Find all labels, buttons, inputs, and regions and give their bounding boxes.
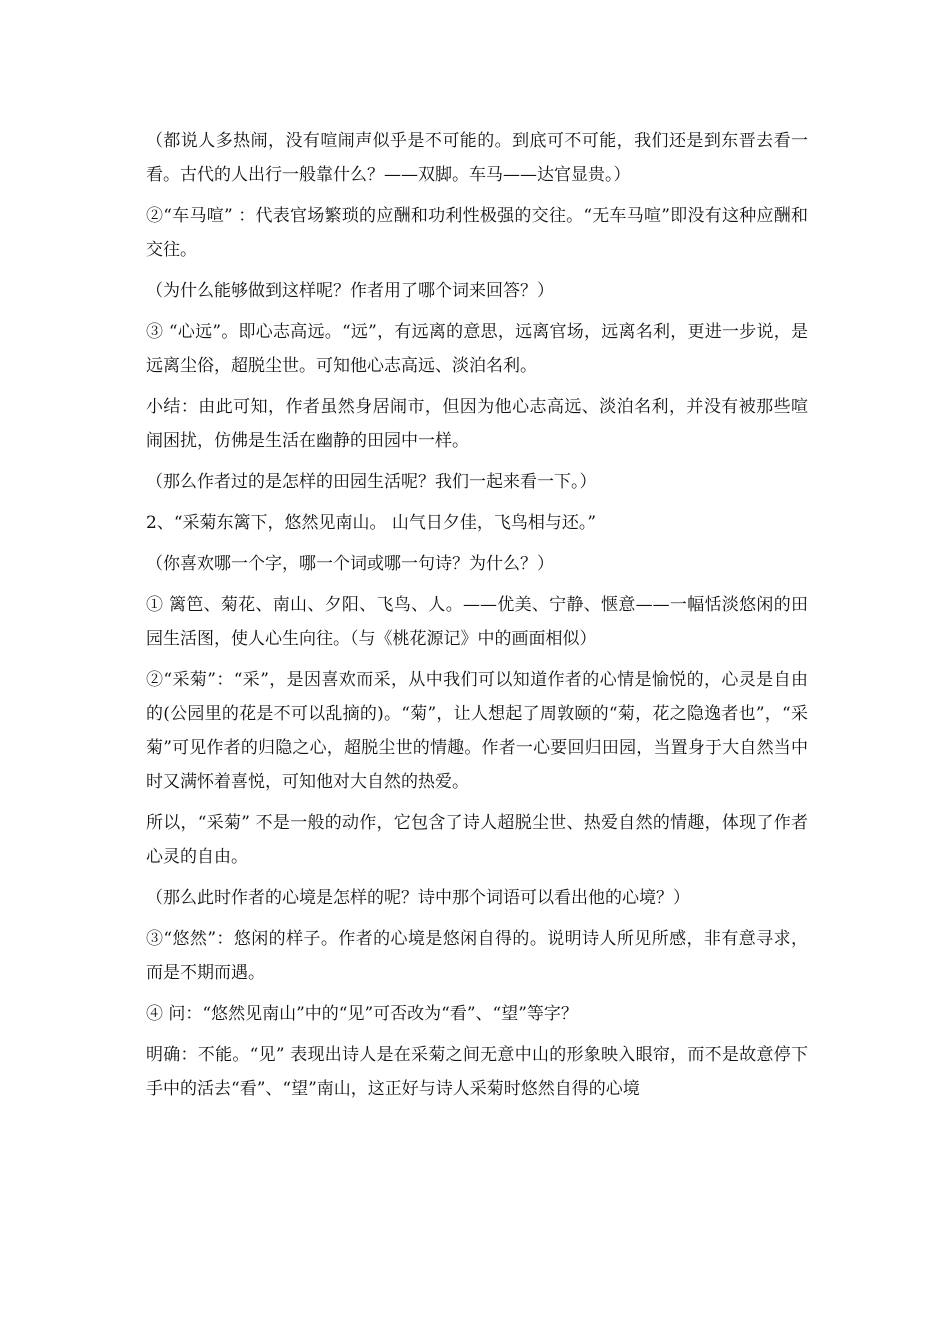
paragraph-imagery: ① 篱笆、菊花、南山、夕阳、飞鸟、人。——优美、宁静、惬意——一幅恬淡悠闲的田园生活图，使人心生向往。（与《桃花源记》中的画面相似） [146, 595, 808, 649]
paragraph-question-2: （那么作者过的是怎样的田园生活呢？我们一起来看一下。） [146, 472, 597, 492]
paragraph-answer-jian: 明确：不能。“见” 表现出诗人是在采菊之间无意中山的形象映入眼帘，而不是故意停下手中的活去“看”、“望”南山，这正好与诗人采菊时悠然自得的心境 [146, 1045, 808, 1099]
paragraph-intro-note: （都说人多热闹，没有喧闹声似乎是不可能的。到底可不可能，我们还是到东晋去看一看。古代的人出行一般靠什么？——双脚。车马——达官显贵。） [146, 131, 808, 185]
paragraph-xinyuan: ③ “心远”。即心志高远。“远”，有远离的意思，远离官场，远离名利，更进一步说，是远离尘俗，超脱尘世。可知他心志高远、淡泊名利。 [146, 322, 808, 376]
paragraph-question-3: （你喜欢哪一个字，哪一个词或哪一句诗？为什么？） [146, 554, 554, 574]
paragraph-question-1: （为什么能够做到这样呢？作者用了哪个词来回答？） [146, 281, 554, 301]
paragraph-poem-lines: 2、“采菊东篱下，悠然见南山。 山气日夕佳，飞鸟相与还。” [146, 513, 597, 533]
paragraph-summary: 小结：由此可知，作者虽然身居闹市，但因为他心志高远、淡泊名利，并没有被那些喧闹困扰，仿佛是生活在幽静的田园中一样。 [146, 397, 808, 451]
document-page [146, 124, 808, 1113]
paragraph-caiju-conclusion: 所以，“采菊” 不是一般的动作，它包含了诗人超脱尘世、热爱自然的情趣，体现了作者心灵的自由。 [146, 813, 808, 867]
paragraph-caiju: ②“采菊”：“采”，是因喜欢而采，从中我们可以知道作者的心情是愉悦的，心灵是自由的(公园里的花是不可以乱摘的)。“菊”，让人想起了周敦颐的“菊，花之隐逸者也”，“采菊”可见作者的归隐之心，超脱尘世的情趣。作者一心要回归田园，当置身于大自然当中时又满怀着喜悦，可知他对大自然的热爱。 [146, 670, 808, 792]
paragraph-question-jian: ④ 问：“悠然见南山”中的“见”可否改为“看”、“望”等字？ [146, 1004, 578, 1024]
paragraph-chemaxuan: ②“车马喧” ：代表官场繁琐的应酬和功利性极强的交往。“无车马喧”即没有这种应酬和交往。 [146, 206, 808, 260]
paragraph-question-4: （那么此时作者的心境是怎样的呢？诗中那个词语可以看出他的心境？） [146, 888, 690, 908]
paragraph-youran: ③“悠然”：悠闲的样子。作者的心境是悠闲自得的。说明诗人所见所感，非有意寻求，而是不期而遇。 [146, 929, 808, 983]
